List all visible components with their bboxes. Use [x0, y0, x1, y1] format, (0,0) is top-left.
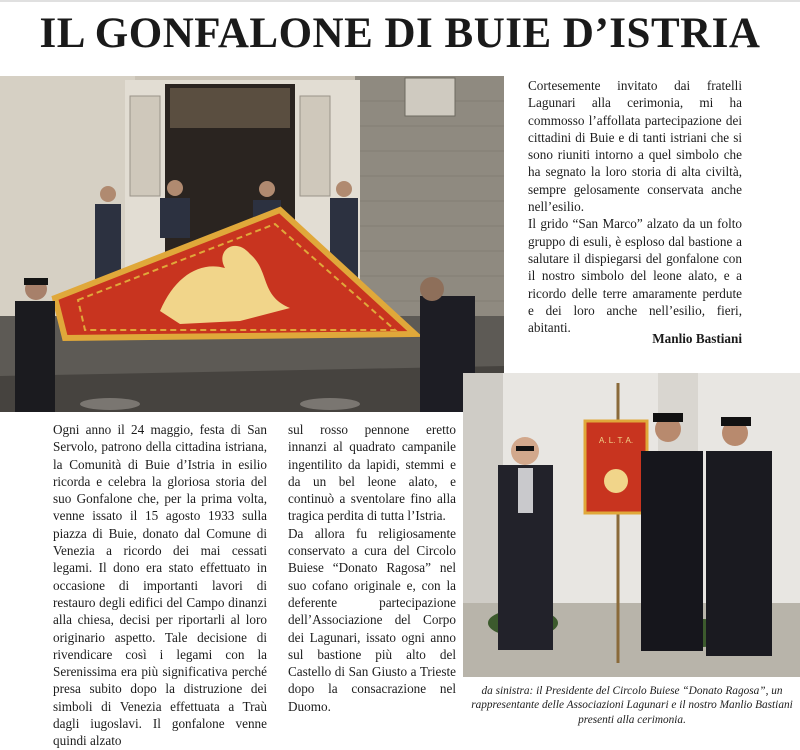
ceremony-photo [463, 373, 800, 677]
ceremony-photo-illustration [463, 373, 800, 677]
top-rule [0, 0, 800, 2]
intro-paragraph: Cortesemente invitato dai fratelli Lagunari alla cerimonia, mi ha commosso l’affollata partecipazione dei cittadini di Buie e di tanti istriani che si sono riuniti intorno a quel simbolo che ha segnato la loro storia di alta civiltà, sempre gelosamente conservata anche nell’esilio. [528, 78, 742, 215]
article-headline: IL GONFALONE DI BUIE D’ISTRIA [39, 10, 761, 57]
door-leaf-left [130, 96, 160, 196]
person-president [498, 437, 553, 650]
photo-caption: da sinistra: il Presidente del Circolo Buiese “Donato Ragosa”, un rappresentante delle Associazioni Lagunari e il nostro Manlio Bastiani presenti alla cerimonia. [471, 685, 793, 726]
gonfalone-photo-illustration [0, 76, 504, 412]
body-column-left [53, 421, 267, 750]
body-paragraph: Da allora fu religiosamente conservato a cura del Circolo Buiese “Donato Ragosa” nel suo cofano originale e, con la deferente partecipazione dell’Associazione del Corpo dei Lagunari, issato ogni anno sul bastione più alto del Castello di San Giusto a Trieste dopo la consacrazione nel Duomo. [288, 525, 456, 714]
wall-plaque [405, 78, 455, 116]
intro-column [528, 77, 742, 336]
banner-text: A. L. T. A. [598, 436, 634, 445]
pavement-mark-right [300, 398, 360, 410]
intro-paragraph: Il grido “San Marco” alzato da un folto gruppo di esuli, è esploso dal bastione a salutare il dispiegarsi del gonfalone con il nostro simbolo del leone alato, e a ricordo delle terre amaramente perdute e dei loro anche nell’esilio, fieri, abitanti. [528, 216, 742, 336]
body-paragraph: sul rosso pennone eretto innanzi al quadrato campanile ingentilito da lapidi, stemmi e da un bel leone alato, e continuò a sventolare fino alla tragica perdita di tutta l’Istria. [288, 422, 456, 524]
person-manlio-bastiani [706, 417, 772, 656]
author-byline: Manlio Bastiani [652, 331, 742, 346]
banner-emblem [604, 469, 628, 493]
association-banner [585, 421, 647, 513]
gonfalone-photo [0, 76, 504, 412]
body-paragraph: Ogni anno il 24 maggio, festa di San Servolo, patrono della cittadina istriana, la Comunità di Buie d’Istria in esilio ricorda e celebra la gloriosa storia del suo Gonfalone che, per la prima volta, venne issato il 15 agosto 1933 sulla piazza di Buie, donato dal Comune di Venezia a ricordo dei mai cessati legami. Il dono era stato effettuato in occasione di importanti lavori di restauro degli edifici del Campo dinanzi alla chiesa, decisi per riportarli al loro originario aspetto. Tale decisione di rivendicare così i legami con la Serenissima era più significativa perché presa subito dopo la distruzione dei simboli di Venezia effettuata a Traù dagli iugoslavi. Il gonfalone venne quindi alzato [53, 422, 267, 749]
portal-lintel [170, 88, 290, 128]
pavement-mark-left [80, 398, 140, 410]
body-column-middle [288, 421, 456, 715]
door-leaf-right [300, 96, 330, 196]
